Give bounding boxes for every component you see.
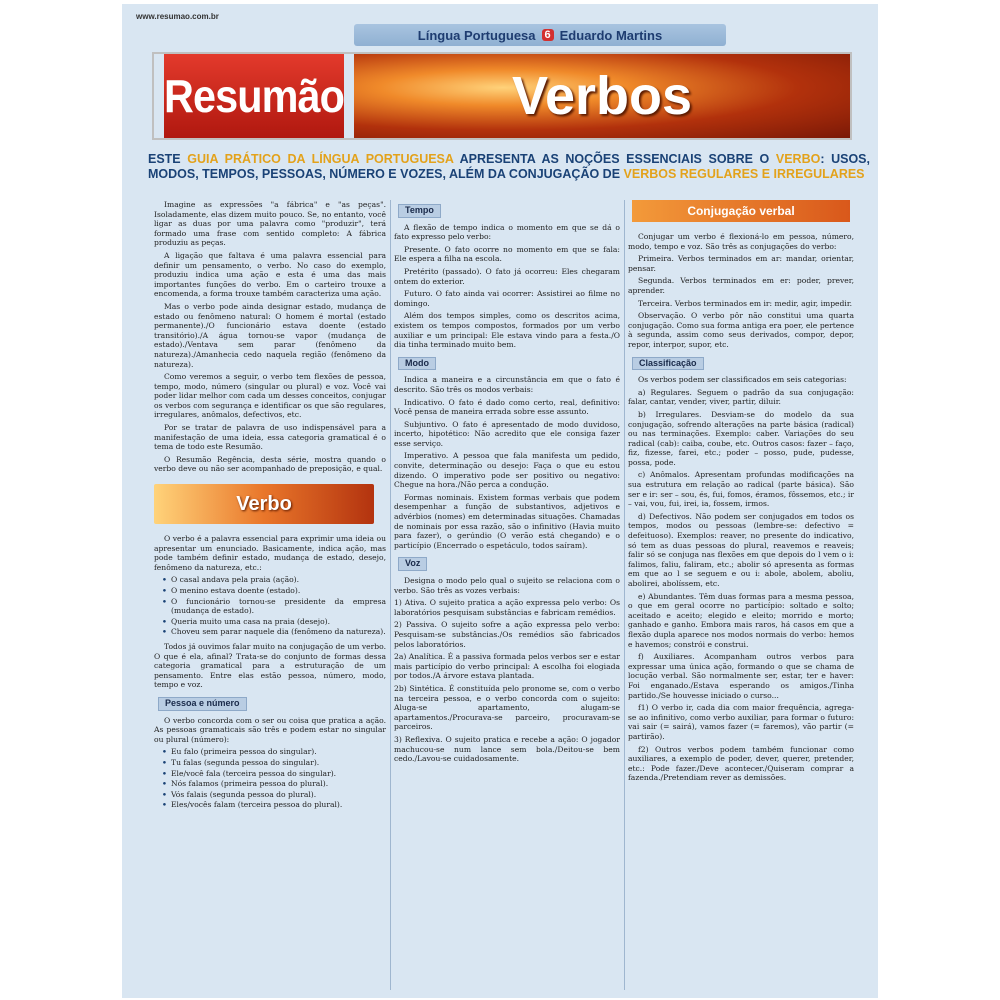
brand-logo: Resumão <box>164 54 344 138</box>
column-divider <box>624 200 625 990</box>
paragraph: Todos já ouvimos falar muito na conjugação de um verbo. O que é ela, afinal? Trata-se do conjunto de formas dessa categoria gramatical para a estruturação de um pensamento. Entre elas estão pessoa, número, modo, tempo e voz. <box>154 641 386 690</box>
intro-part: : USOS, MODOS, TEMPOS, PESSOAS, NÚMERO E VOZES, ALÉM DA CONJUGAÇÃO DE <box>148 152 870 181</box>
column-right <box>628 200 854 786</box>
paragraph: Por se tratar de palavra de uso indispensável para a manifestação de uma ideia, essa categoria gramatical é o tema de todo este Resumão. <box>154 423 386 452</box>
paragraph: Além dos tempos simples, como os descritos acima, existem os tempos compostos, formados por um verbo auxiliar e um principal: Ele estava vindo para a festa./O dia tinha terminado muito bem. <box>394 311 620 350</box>
list-item: • O menino estava doente (estado). <box>162 586 386 596</box>
series-bar <box>354 24 726 46</box>
paragraph: c) Anômalos. Apresentam profundas modificações na sua estrutura em relação ao radical (parte básica). São ser e ir: ser – sou, és, fui, fomos, éramos, fôssemos, etc.; ir – vai, vou, fui, irei, ia, fossem, irmos. <box>628 470 854 509</box>
paragraph: Subjuntivo. O fato é apresentado de modo duvidoso, incerto, hipotético: Não acredito que ele consiga fazer esse serviço. <box>394 419 620 448</box>
list-item: • Vós falais (segunda pessoa do plural). <box>162 790 386 800</box>
list-item: • Nós falamos (primeira pessoa do plural). <box>162 779 386 789</box>
paragraph: f1) O verbo ir, cada dia com maior frequência, agrega-se ao infinitivo, como verbo auxiliar, para formar o futuro: vai sair (= sairá), vamos fazer (= faremos), vão partir (= partirão). <box>628 703 854 741</box>
paragraph: Conjugar um verbo é flexioná-lo em pessoa, número, modo, tempo e voz. São três as conjugações do verbo: <box>628 232 854 251</box>
paragraph: Presente. O fato ocorre no momento em que se fala: Ele espera a filha na escola. <box>394 244 620 264</box>
paragraph: O Resumão Regência, desta série, mostra quando o verbo deve ou não ser acompanhado de preposição, e qual. <box>154 454 386 474</box>
list-item: • O funcionário tornou-se presidente da empresa (mudança de estado). <box>162 597 386 616</box>
paragraph: O verbo concorda com o ser ou coisa que pratica a ação. As pessoas gramaticais são três e podem estar no singular ou plural (número): <box>154 715 386 744</box>
section-title-voz: Voz <box>398 557 427 571</box>
paragraph: Observação. O verbo pôr não constitui uma quarta conjugação. Como sua forma antiga era poer, ele pertence à segunda, assim como seus derivados, compor, depor, repor, interpor, supor, etc. <box>628 311 854 349</box>
paragraph: Pretérito (passado). O fato já ocorreu: Eles chegaram ontem do exterior. <box>394 266 620 286</box>
example-list <box>162 575 386 637</box>
list-item: • Choveu sem parar naquele dia (fenômeno da natureza). <box>162 627 386 637</box>
intro-highlight: GUIA PRÁTICO DA LÍNGUA PORTUGUESA <box>187 152 454 166</box>
section-title-pessoa: Pessoa e número <box>158 697 247 711</box>
paragraph: Segunda. Verbos terminados em er: poder, prever, aprender. <box>628 276 854 295</box>
list-item: • Eles/vocês falam (terceira pessoa do plural). <box>162 800 386 810</box>
section-title-modo: Modo <box>398 357 436 371</box>
section-title-tempo: Tempo <box>398 204 441 218</box>
paragraph: 2b) Sintética. É constituída pelo pronome se, com o verbo na terceira pessoa, e o verbo concorda com o sujeito: Aluga-se apartamento, alugam-se apartamentos./Procurava-se parceiro, procuravam-se parceiros. <box>394 683 620 732</box>
page-title: Verbos <box>354 54 850 138</box>
paragraph: Imagine as expressões "a fábrica" e "as peças". Isoladamente, elas dizem muito pouco. Se, no entanto, você ligar as duas por uma palavra como "produzir", terá formado uma frase com sentido completo: A fábrica produziu as peças. <box>154 200 386 248</box>
paragraph: Terceira. Verbos terminados em ir: medir, agir, impedir. <box>638 298 853 308</box>
column-divider <box>390 200 391 990</box>
list-item: • Tu falas (segunda pessoa do singular). <box>162 758 386 768</box>
paragraph: 2) Passiva. O sujeito sofre a ação expressa pelo verbo: Pesquisam-se substâncias./Os remédios são fabricados pelos laboratórios. <box>394 620 620 649</box>
paragraph: f) Auxiliares. Acompanham outros verbos para expressar uma única ação, formando o que se chama de locução verbal. São normalmente ser, estar, ter e haver: Foi enganado./Estava esperando os amigos./Tinha partido./Se houvesse iniciado o curso... <box>628 652 854 700</box>
paragraph: A ligação que faltava é uma palavra essencial para definir um pensamento, o verbo. No caso do exemplo, produziu indica uma ação e esta é uma das mais importantes funções do verbo. Em o carteiro trouxe a encomenda, a forma trouxe também caracteriza uma ação. <box>154 250 386 299</box>
paragraph: Indicativo. O fato é dado como certo, real, definitivo: Você pensa de maneira errada sobre esse assunto. <box>394 397 620 417</box>
paragraph: 2a) Analítica. É a passiva formada pelos verbos ser e estar mais particípio do verbo principal: A escolha foi elogiada por todos./A árvore estava plantada. <box>394 652 620 681</box>
paragraph: A flexão de tempo indica o momento em que se dá o fato expresso pelo verbo: <box>394 222 620 242</box>
subject-label: Língua Portuguesa <box>417 27 536 43</box>
paragraph: Futuro. O fato ainda vai ocorrer: Assistirei ao filme no domingo. <box>394 289 620 308</box>
paragraph: 3) Reflexiva. O sujeito pratica e recebe a ação: O jogador machucou-se num lance sem bola./Deitou-se bem cedo./Lavou-se cuidadosamente. <box>394 734 620 764</box>
intro-highlight: VERBOS REGULARES E IRREGULARES <box>623 167 865 181</box>
intro-part: APRESENTA AS NOÇÕES ESSENCIAIS SOBRE O <box>453 152 776 166</box>
section-title-conjugacao: Conjugação verbal <box>632 200 850 222</box>
pessoa-list <box>162 747 386 810</box>
list-item: • Ele/você fala (terceira pessoa do singular). <box>162 769 386 779</box>
list-item: • Eu falo (primeira pessoa do singular). <box>162 747 386 757</box>
list-item: • O casal andava pela praia (ação). <box>162 575 386 585</box>
site-url: www.resumao.com.br <box>136 12 219 21</box>
paragraph: Mas o verbo pode ainda designar estado, mudança de estado ou fenômeno natural: O homem é mortal (estado permanente)./O funcionário estava doente (estado transitório)./A água tornou-se vapor (mudança de estado)./Ventava sem parar (fenômeno da natureza)./Amanhecia cedo naquela região (fenômeno da natureza). <box>154 301 386 369</box>
paragraph: d) Defectivos. Não podem ser conjugados em todos os tempos, modos ou pessoas (lembre-se: defectivo = defeituoso). Exemplos: reaver, no presente do indicativo, só tem as duas pessoas do plural, reavemos e reaveis; falir só se conjuga nas flexões em que depois do l vem o i: falimos, faliu, faliram, etc.; abolir só apresenta as formas em que ao l se seguem e ou i: abole, abolem, aboliu, abolirei, abolíssem, etc. <box>628 511 854 588</box>
paragraph: O verbo é a palavra essencial para exprimir uma ideia ou apresentar um enunciado. Basicamente, indica ação, mas pode também definir estado, mudança de estado, desejo, fenômeno da natureza, etc.: <box>154 534 386 572</box>
list-item: • Queria muito uma casa na praia (desejo). <box>162 617 386 627</box>
paragraph: b) Irregulares. Desviam-se do modelo da sua conjugação, sofrendo alterações na parte básica (radical) ou nas terminações. Exemplo: caber. Variações do seu radical (cab): caiba, coube, etc. Outros casos: fazer – faço, fiz, fizesse, farei, etc.; poder – posso, pude, pudesse, possa, pode. <box>628 409 854 467</box>
intro-text <box>148 152 870 182</box>
paragraph: Os verbos podem ser classificados em seis categorias: <box>638 375 847 385</box>
author-label: Eduardo Martins <box>559 27 663 43</box>
paragraph: f2) Outros verbos podem também funcionar como auxiliares, a exemplo de poder, dever, querer, pretender, etc.: Pode fazer./Deve acontecer./Quiseram comprar a fazenda./Pretendiam rever as demissões. <box>628 744 854 783</box>
paragraph: Primeira. Verbos terminados em ar: mandar, orientar, pensar. <box>628 254 854 273</box>
reference-sheet <box>122 4 878 998</box>
paragraph: a) Regulares. Seguem o padrão da sua conjugação: falar, cantar, vender, viver, partir, diluir. <box>628 387 854 407</box>
title-banner <box>152 52 852 140</box>
paragraph: e) Abundantes. Têm duas formas para a mesma pessoa, o que em geral ocorre no particípio: soltado e solto; aceitado e aceito; elegido e eleito; morrido e morto; ganhado e ganho. Embora mais raros, há casos em que a flexão dupla aparece nos modos normais do verbo: hemos e havemos; constrói e construi. <box>628 591 854 649</box>
paragraph: Imperativo. A pessoa que fala manifesta um pedido, convite, determinação ou desejo: Faça o que eu estou dizendo. O imperativo pode ser positivo ou negativo: Chegue na hora./Não perca a condução. <box>394 451 620 490</box>
column-left <box>154 200 386 815</box>
intro-highlight: VERBO <box>775 152 821 166</box>
paragraph: Como veremos a seguir, o verbo tem flexões de pessoa, tempo, modo, número (singular ou plural) e voz. Você vai poder lidar melhor com cada um desses conceitos, conjugar os verbos com segurança e identificar os que são regulares, irregulares, anômalos, defectivos, etc. <box>154 372 386 420</box>
intro-part: ESTE <box>148 152 188 166</box>
paragraph: Formas nominais. Existem formas verbais que podem desempenhar a função de substantivos, adjetivos e advérbios (nomes) em determinadas situações. Chamadas de nominais por essa razão, são o infinitivo (Havia muito para fazer), o gerúndio (O verão está chegando) e o particípio (Encerrado o espetáculo, todos saíram). <box>394 492 620 550</box>
column-middle <box>394 200 620 767</box>
section-title-classificacao: Classificação <box>632 357 704 371</box>
paragraph: Indica a maneira e a circunstância em que o fato é descrito. São três os modos verbais: <box>394 375 620 394</box>
series-number: 6 <box>542 29 554 41</box>
section-title-verbo: Verbo <box>154 484 374 524</box>
paragraph: 1) Ativa. O sujeito pratica a ação expressa pelo verbo: Os laboratórios pesquisam substâncias e fabricam remédios. <box>394 598 620 617</box>
paragraph: Designa o modo pelo qual o sujeito se relaciona com o verbo. São três as vozes verbais: <box>394 576 620 595</box>
